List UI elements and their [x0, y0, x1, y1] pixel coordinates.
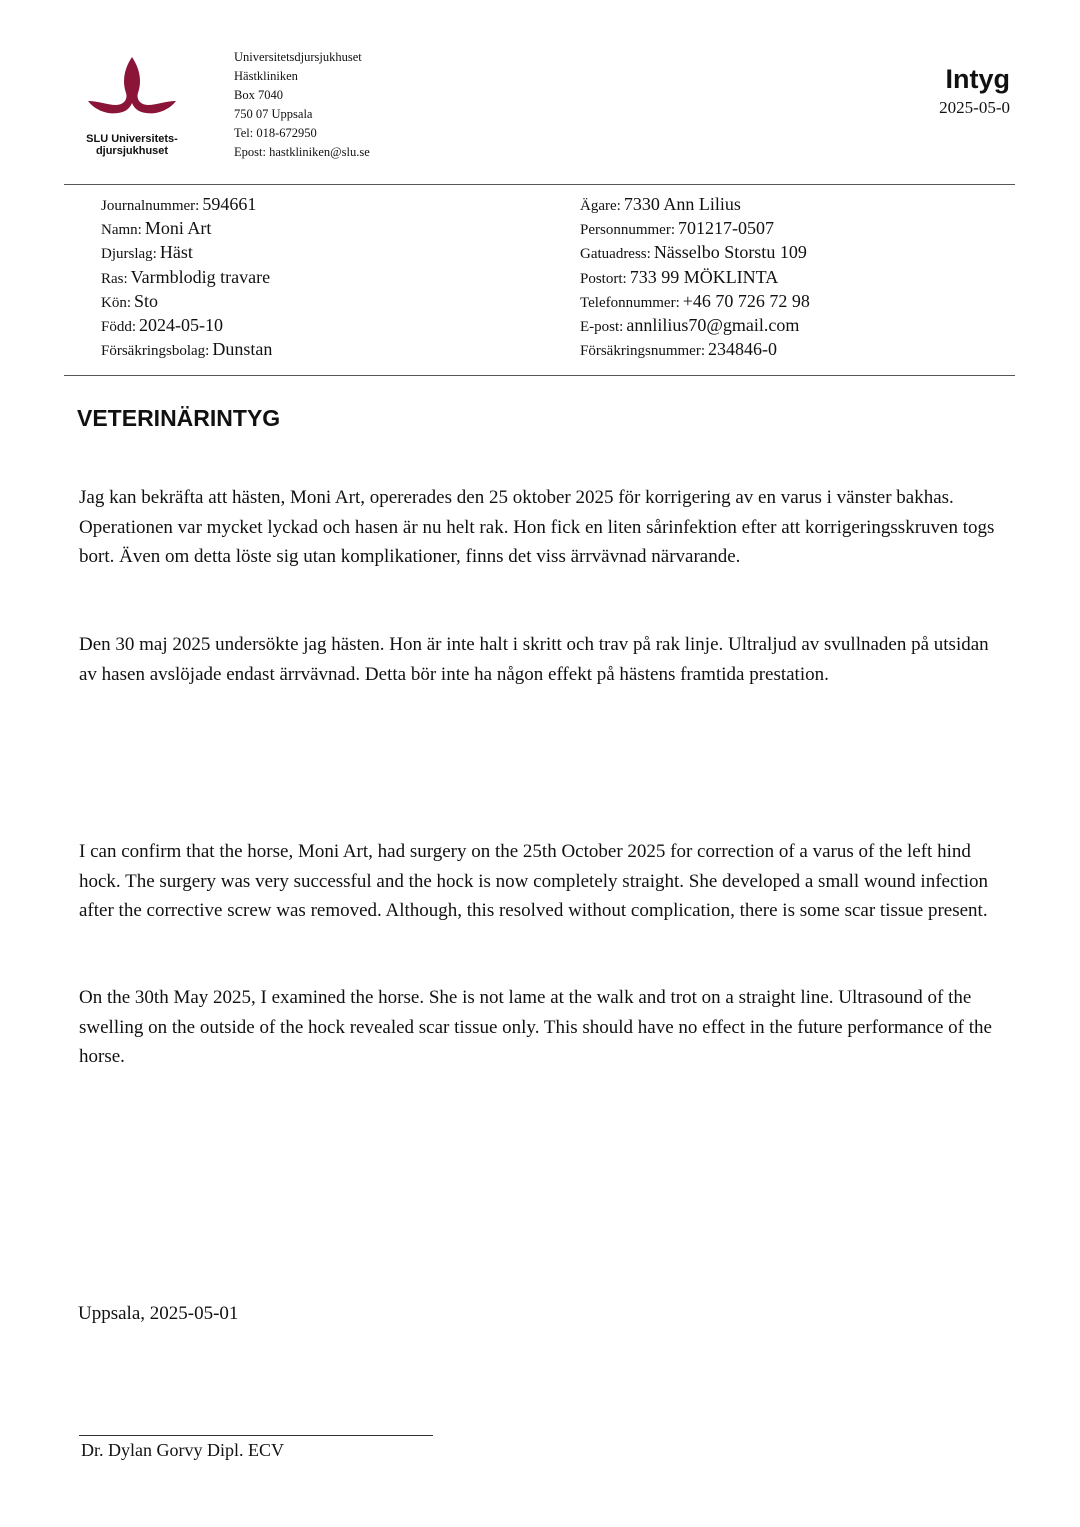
born-row [101, 315, 272, 339]
owner-row [580, 194, 810, 218]
insurance-number-label: Försäkringsnummer: [580, 343, 705, 360]
clinic-email: Epost: hastkliniken@slu.se [234, 145, 370, 159]
place-date: Uppsala, 2025-05-01 [78, 1303, 239, 1324]
species-value: Häst [159, 242, 193, 263]
name-value: Moni Art [144, 218, 212, 239]
postal-label: Postort: [580, 270, 627, 287]
certificate-heading: VETERINÄRINTYG [77, 405, 281, 431]
clinic-postal: 750 07 Uppsala [234, 107, 313, 121]
journal-row [101, 194, 272, 218]
owner-info [580, 194, 810, 363]
info-divider [64, 375, 1015, 376]
sex-row [101, 291, 272, 315]
postal-value: 733 99 MÖKLINTA [629, 266, 779, 287]
phone-value: +46 70 726 72 98 [682, 290, 810, 311]
swedish-paragraph-1: Jag kan bekräfta att hästen, Moni Art, opererades den 25 oktober 2025 för korrigering av en varus i vänster bakhas. Operationen var mycket lyckad och hasen är nu helt rak. Hon fick en liten sårinfektion efter att korrigeringsskruven togs bort. Även om detta löste sig utan komplikationer, finns det viss ärrvävnad närvarande. [79, 487, 995, 567]
owner-value: 7330 Ann Lilius [623, 194, 741, 214]
phone-label: Telefonnummer: [580, 294, 680, 311]
born-label: Född: [101, 318, 137, 335]
sex-value: Sto [134, 290, 159, 311]
slu-logo [82, 55, 182, 157]
insurance-number-row [580, 339, 810, 363]
clinic-phone: Tel: 018-672950 [234, 126, 317, 140]
document-type: Intyg [945, 64, 1010, 94]
breed-row [101, 267, 272, 291]
header-divider [64, 184, 1015, 185]
street-row [580, 242, 810, 266]
personal-number-row [580, 218, 810, 242]
personal-number-label: Personnummer: [580, 222, 675, 239]
english-paragraph-2: On the 30th May 2025, I examined the horse. She is not lame at the walk and trot on a straight line. Ultrasound of the swelling on the outside of the hock revealed scar tissue only. This should have no effect in the future performance of the horse. [79, 987, 992, 1067]
email-row [580, 315, 810, 339]
postal-row [580, 267, 810, 291]
name-label: Namn: [101, 222, 142, 239]
insurer-label: Försäkringsbolag: [101, 343, 210, 360]
street-label: Gatuadress: [580, 246, 651, 263]
born-value: 2024-05-10 [139, 314, 224, 335]
slu-trefoil-icon [84, 55, 180, 119]
street-value: Nässelbo Storstu 109 [653, 242, 807, 263]
insurer-row [101, 339, 272, 363]
insurance-number-value: 234846-0 [708, 339, 777, 360]
signatory-name: Dr. Dylan Gorvy Dipl. ECV [81, 1440, 284, 1460]
personal-number-value: 701217-0507 [678, 218, 774, 239]
owner-label: Ägare: [580, 198, 621, 214]
clinic-department: Hästkliniken [234, 69, 298, 83]
logo-line-2: djursjukhuset [95, 145, 169, 157]
journal-label: Journalnummer: [101, 198, 200, 214]
insurer-value: Dunstan [212, 339, 273, 360]
journal-value: 594661 [202, 194, 257, 214]
name-row [101, 218, 272, 242]
email-value: annlilius70@gmail.com [626, 314, 800, 335]
species-row [101, 242, 272, 266]
email-label: E-post: [580, 318, 624, 335]
breed-label: Ras: [101, 270, 128, 287]
clinic-address-block [234, 48, 370, 162]
document-date: 2025-05-0 [939, 98, 1010, 117]
logo-line-1: SLU Universitets- [86, 133, 178, 145]
sex-label: Kön: [101, 294, 131, 311]
signature-line [79, 1435, 433, 1436]
swedish-paragraph-2: Den 30 maj 2025 undersökte jag hästen. Hon är inte halt i skritt och trav på rak linje. Ultraljud av svullnaden på utsidan av hasen avslöjade endast ärrvävnad. Detta bör inte ha någon effekt på hästens framtida prestation. [79, 634, 989, 685]
clinic-box: Box 7040 [234, 88, 283, 102]
clinic-name: Universitetsdjursjukhuset [234, 50, 362, 64]
patient-info [101, 194, 272, 363]
phone-row [580, 291, 810, 315]
species-label: Djurslag: [101, 246, 157, 263]
english-paragraph-1: I can confirm that the horse, Moni Art, had surgery on the 25th October 2025 for correction of a varus of the left hind hock. The surgery was very successful and the hock is now completely straight. She developed a small wound infection after the corrective screw was removed. Although, this resolved without complication, there is some scar tissue present. [79, 841, 988, 921]
breed-value: Varmblodig travare [130, 266, 271, 287]
